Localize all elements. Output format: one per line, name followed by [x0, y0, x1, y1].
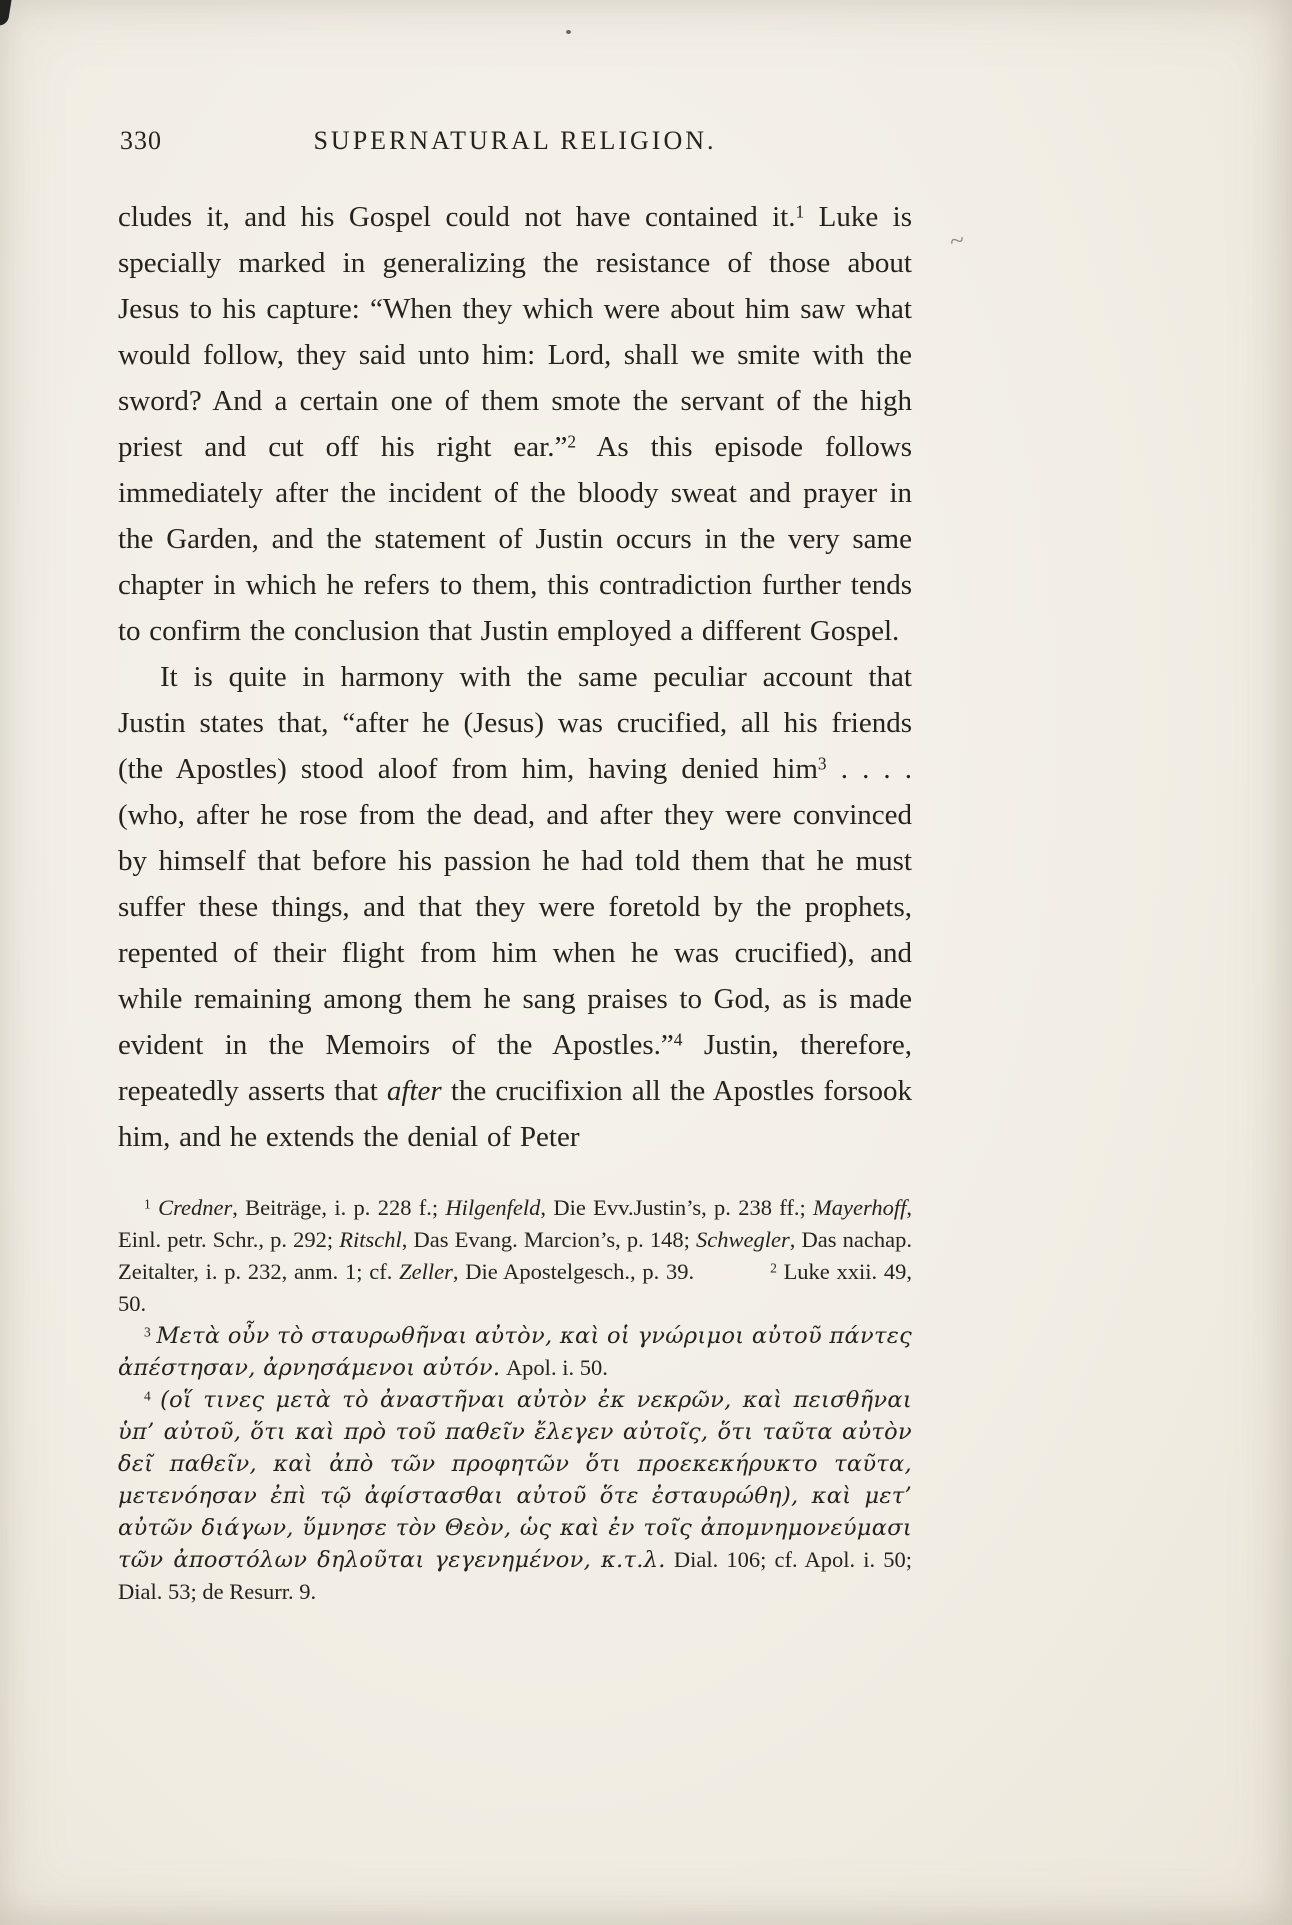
text-run: Apol. i. 50.	[500, 1355, 608, 1380]
text-column	[118, 126, 912, 1608]
text-run	[151, 1195, 158, 1220]
marginal-pencil-mark: ~	[947, 224, 967, 257]
scan-artifact-speck	[566, 30, 571, 34]
text-run-sup: 4	[144, 1388, 151, 1404]
text-run-sup: 2	[770, 1260, 777, 1276]
text-run-italic: Zeller	[399, 1259, 453, 1284]
text-run: , Das nachap. Zeitalter, i. p. 232, anm. 1; cf.	[118, 1227, 912, 1284]
footnote-3	[118, 1320, 912, 1384]
text-run: , Die Evv.Justin’s, p. 238 ff.;	[540, 1195, 814, 1220]
text-run: As this episode follows immediately after the incident of the bloody sweat and prayer in the Garden, and the statement of Justin occurs in the very same chapter in which he refers to them, this contradiction further tends to confirm the conclusion that Justin employed a different Gospel.	[118, 431, 912, 647]
text-run-greek: Μετὰ οὖν τὸ σταυρωθῆναι αὐτὸν, καὶ οἱ γνώριμοι αὐτοῦ πάντες ἀπέστησαν, ἀρνησάμενοι αὐτόν.	[118, 1323, 912, 1381]
text-run-sup: 1	[144, 1196, 151, 1212]
text-run-italic: Schwegler	[696, 1227, 790, 1252]
text-run-italic: Ritschl	[339, 1227, 402, 1252]
scan-artifact-corner	[0, 0, 13, 27]
footnote-4	[118, 1384, 912, 1608]
text-run-italic: Mayerhoff	[813, 1195, 907, 1220]
text-run-sup: 4	[673, 1029, 683, 1050]
text-run: , Einl. petr. Schr., p. 292;	[118, 1195, 912, 1252]
text-run: cludes it, and his Gospel could not have contained it.	[118, 201, 796, 233]
text-run: . . . . (who, after he rose from the dead, and after they were convinced by himself that before his passion he had told them that he must suffer these things, and that they were foretold by the prophets, repented of their flight from him when he was crucified), and while remaining among them he sang praises to God, as is made evident in the Memoirs of the Apostles.”	[118, 753, 913, 1061]
text-run: It is quite in harmony with the same peculiar account that Justin states that, “after he (Jesus) was crucified, all his friends (the Apostles) stood aloof from him, having denied him	[118, 661, 912, 785]
text-run-sup: 1	[795, 201, 805, 222]
paragraph-continuation	[118, 194, 912, 654]
page-header	[118, 126, 912, 162]
text-run-italic: Credner	[158, 1195, 233, 1220]
running-title: SUPERNATURAL RELIGION.	[313, 126, 717, 155]
footnote-1-2	[118, 1192, 912, 1320]
footnotes	[118, 1192, 912, 1608]
page-number: 330	[120, 126, 162, 155]
text-run-italic: Hilgenfeld	[445, 1195, 541, 1220]
text-run: the crucifixion all the Apostles forsook him, and he extends the denial of Peter	[118, 1075, 912, 1153]
body-text	[118, 194, 912, 1160]
text-run: , Das Evang. Marcion’s, p. 148;	[401, 1227, 697, 1252]
text-run: Luke xxii. 49, 50.	[118, 1259, 912, 1316]
text-run-greek: (οἵ τινες μετὰ τὸ ἀναστῆναι αὐτὸν ἐκ νεκρῶν, καὶ πεισθῆναι ὑπ’ αὐτοῦ, ὅτι καὶ πρὸ τοῦ παθεῖν ἔλεγεν αὐτοῖς, ὅτι ταῦτα αὐτὸν δεῖ παθεῖν, καὶ ἀπὸ τῶν προφητῶν ὅτι προεκεκήρυκτο ταῦτα, μετενόησαν ἐπὶ τῷ ἀφίστασθαι αὐτοῦ ὅτε ἐσταυρώθη), καὶ μετ’ αὐτῶν διάγων, ὕμνησε τὸν Θεὸν, ὡς καὶ ἐν τοῖς ἀπομνημονεύμασι τῶν ἀποστόλων δηλοῦται γεγενημένον, κ.τ.λ.	[118, 1387, 913, 1573]
text-run: , Die Apostelgesch., p. 39.	[452, 1259, 695, 1284]
paragraph	[118, 654, 912, 1160]
text-run: Dial. 106; cf. Apol. i. 50; Dial. 53; de Resurr. 9.	[118, 1547, 912, 1604]
text-run	[151, 1387, 160, 1412]
text-run: Justin, therefore, repeatedly asserts that	[118, 1029, 912, 1107]
text-run-sup: 2	[567, 431, 577, 452]
text-run-italic: after	[386, 1075, 442, 1107]
text-run-sup: 3	[144, 1324, 151, 1340]
text-run: , Beiträge, i. p. 228 f.;	[232, 1195, 446, 1220]
text-run: Luke is specially marked in generalizing the resistance of those about Jesus to his capture: “When they which were about him saw what would follow, they said unto him: Lord, shall we smite with the sword? And a certain one of them smote the servant of the high priest and cut off his right ear.”	[118, 201, 912, 463]
text-run-sup: 3	[817, 753, 827, 774]
